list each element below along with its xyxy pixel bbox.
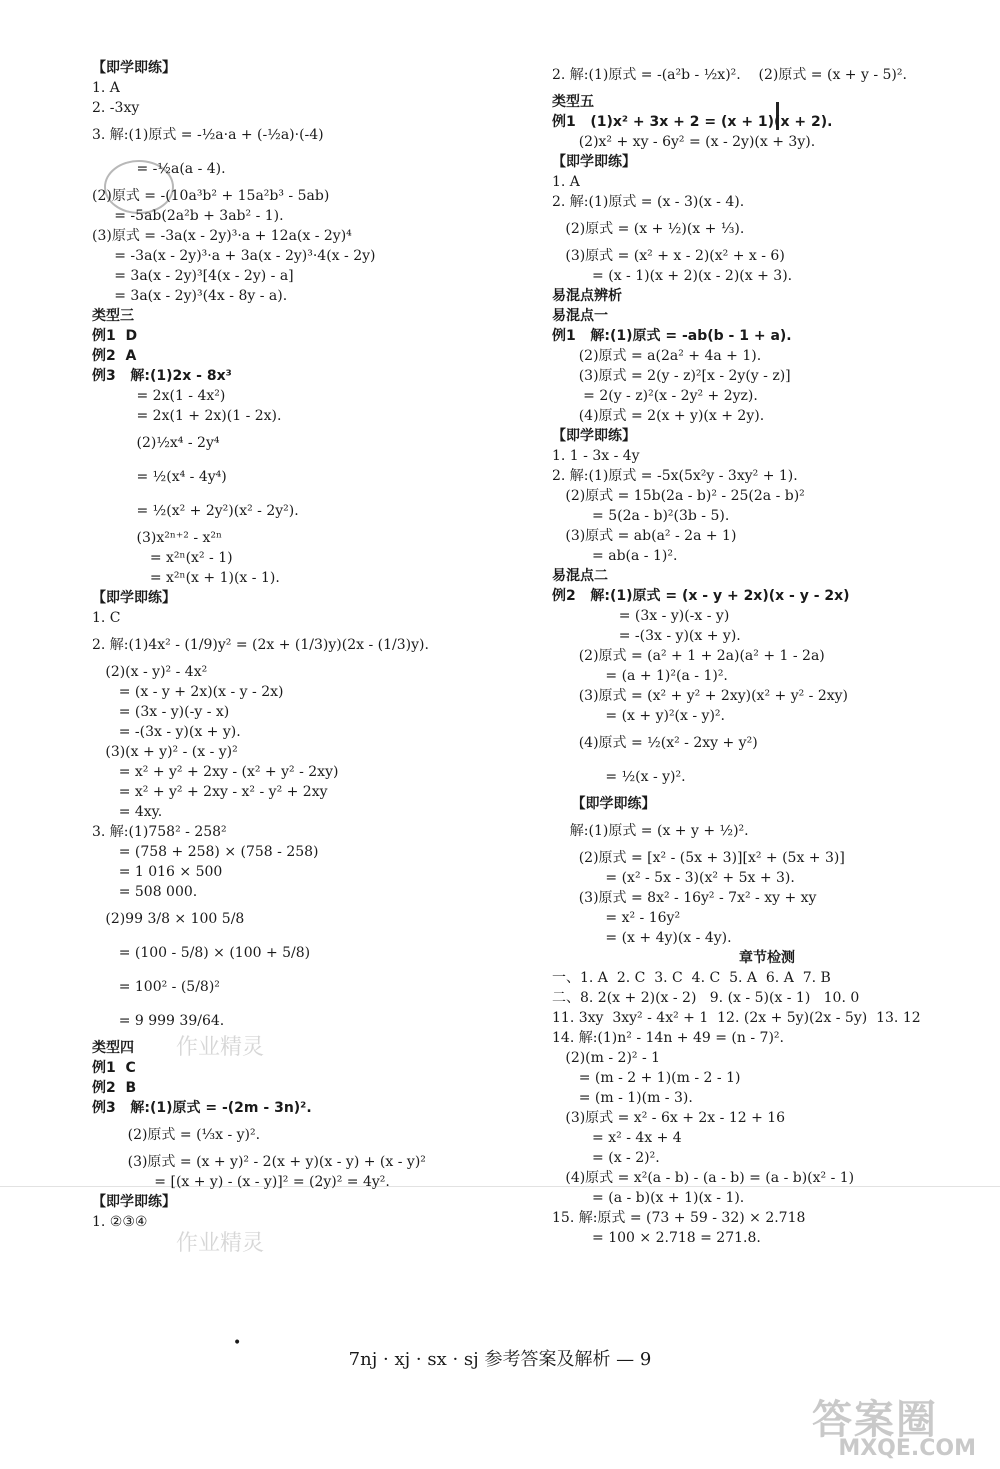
answer-line: = (x + y)²(x - y)².	[552, 708, 725, 724]
answer-line: 1. ②③④	[92, 1214, 148, 1230]
section-heading: 例2 解:(1)原式 = (x - y + 2x)(x - y - 2x)	[552, 588, 850, 604]
answer-line: 2. 解:(1)原式 = -(a²b - ½x)². (2)原式 = (x + y - 5)².	[552, 67, 907, 83]
answer-line: (3)原式 = x² - 6x + 2x - 12 + 16	[552, 1110, 786, 1126]
answer-line: = 1 016 × 500	[92, 864, 223, 880]
answer-line: (2)99 3/8 × 100 5/8	[92, 911, 245, 927]
answer-line: = (m - 2 + 1)(m - 2 - 1)	[552, 1070, 741, 1086]
answer-line: = ½(x⁴ - 4y⁴)	[92, 469, 227, 485]
answer-line: 2. -3xy	[92, 100, 140, 116]
section-heading: 【即学即练】	[92, 60, 176, 76]
answer-line: = -(3x - y)(x + y).	[552, 628, 741, 644]
section-heading: 【即学即练】	[552, 428, 636, 444]
section-heading: 易混点二	[552, 568, 608, 584]
answer-line: 1. A	[92, 80, 120, 96]
answer-line: (2)原式 = [x² - (5x + 3)][x² + (5x + 3)]	[552, 850, 845, 866]
answer-line: (2)原式 = (x + ½)(x + ⅓).	[552, 221, 745, 237]
answer-line: 2. 解:(1)原式 = (x - 3)(x - 4).	[552, 194, 745, 210]
answer-line: (3)原式 = 8x² - 16y² - 7x² - xy + xy	[552, 890, 817, 906]
answer-line: = (100 - 5/8) × (100 + 5/8)	[92, 945, 311, 961]
answer-line: = (a - b)(x + 1)(x - 1).	[552, 1190, 745, 1206]
watermark-logo	[812, 1388, 982, 1468]
answer-line: = 100² - (5/8)²	[92, 979, 220, 995]
section-heading: 例2 B	[92, 1080, 137, 1096]
section-heading: 例2 A	[92, 348, 137, 364]
answer-line: (4)原式 = ½(x² - 2xy + y²)	[552, 735, 758, 751]
answer-line: = x² + y² + 2xy - (x² + y² - 2xy)	[92, 764, 339, 780]
section-heading: 例3 解:(1)2x - 8x³	[92, 368, 232, 384]
answer-line: (3)原式 = -3a(x - 2y)³·a + 12a(x - 2y)⁴	[92, 228, 352, 244]
answer-line: = (758 + 258) × (758 - 258)	[92, 844, 319, 860]
answer-line: 11. 3xy 3xy² - 4x² + 1 12. (2x + 5y)(2x - 5y) 13. 12	[552, 1010, 921, 1026]
answer-line: = x² - 4x + 4	[552, 1130, 682, 1146]
answer-line: = x²ⁿ(x + 1)(x - 1).	[92, 570, 280, 586]
answer-line: (2)原式 = 15b(2a - b)² - 25(2a - b)²	[552, 488, 805, 504]
answer-line: = (3x - y)(-x - y)	[552, 608, 730, 624]
dot-mark: •	[233, 1335, 242, 1351]
answer-line: = -5ab(2a²b + 3ab² - 1).	[92, 208, 284, 224]
answer-line: 14. 解:(1)n² - 14n + 49 = (n - 7)².	[552, 1030, 784, 1046]
answer-line: (4)原式 = 2(x + y)(x + 2y).	[552, 408, 765, 424]
answer-line: = x² - 16y²	[552, 910, 681, 926]
answer-line: (3)(x + y)² - (x - y)²	[92, 744, 238, 760]
section-heading: 例1 D	[92, 328, 138, 344]
answer-line: (2)(m - 2)² - 1	[552, 1050, 661, 1066]
answer-line: (3)原式 = (x² + x - 2)(x² + x - 6)	[552, 248, 785, 264]
section-heading: 【即学即练】	[92, 1194, 176, 1210]
section-heading: 章节检测	[739, 950, 795, 966]
section-heading: 【即学即练】	[552, 796, 656, 812]
answer-line: 1. C	[92, 610, 121, 626]
section-heading: 例1 C	[92, 1060, 136, 1076]
answer-line: 一、1. A 2. C 3. C 4. C 5. A 6. A 7. B	[552, 970, 831, 986]
answer-line: = 3a(x - 2y)³(4x - 8y - a).	[92, 288, 288, 304]
answer-line: = x²ⁿ(x² - 1)	[92, 550, 233, 566]
answer-line: = 2x(1 - 4x²)	[92, 388, 226, 404]
answer-line: 1. 1 - 3x - 4y	[552, 448, 640, 464]
watermark-main: 答案圈	[812, 1397, 938, 1443]
section-heading: 易混点辨析	[552, 288, 622, 304]
answer-line: = (x - 2)².	[552, 1150, 660, 1166]
answer-line: 1. A	[552, 174, 580, 190]
answer-line: = -½a(a - 4).	[92, 161, 226, 177]
section-heading: 类型五	[552, 94, 594, 110]
faint-watermark-1: 作业精灵	[176, 1035, 265, 1060]
answer-line: = (m - 1)(m - 3).	[552, 1090, 693, 1106]
answer-line: 解:(1)原式 = (x + y + ½)².	[552, 823, 749, 839]
answer-line: 15. 解:原式 = (73 + 59 - 32) × 2.718	[552, 1210, 806, 1226]
answer-line: (2)(x - y)² - 4x²	[92, 664, 208, 680]
answer-line: (2)原式 = (⅓x - y)².	[92, 1127, 261, 1143]
answer-line: = 3a(x - 2y)³[4(x - 2y) - a]	[92, 268, 294, 284]
answer-line: (2)原式 = a(2a² + 4a + 1).	[552, 348, 762, 364]
section-heading: 例1 解:(1)原式 = -ab(b - 1 + a).	[552, 328, 792, 344]
section-heading: 例3 解:(1)原式 = -(2m - 3n)².	[92, 1100, 312, 1116]
section-heading: 易混点一	[552, 308, 608, 324]
answer-line: = ab(a - 1)².	[552, 548, 678, 564]
answer-line: = 508 000.	[92, 884, 198, 900]
section-heading: 【即学即练】	[552, 154, 636, 170]
answer-line: 3. 解:(1)758² - 258²	[92, 824, 227, 840]
answer-line: = 9 999 39/64.	[92, 1013, 225, 1029]
answer-line: (3)原式 = (x + y)² - 2(x + y)(x - y) + (x - y)²	[92, 1154, 426, 1170]
section-heading: 类型三	[92, 308, 134, 324]
answer-line: = x² + y² + 2xy - x² - y² + 2xy	[92, 784, 328, 800]
answer-line: (3)原式 = (x² + y² + 2xy)(x² + y² - 2xy)	[552, 688, 849, 704]
answer-line: = 2(y - z)²(x - 2y² + 2yz).	[552, 388, 758, 404]
answer-line: 二、8. 2(x + 2)(x - 2) 9. (x - 5)(x - 1) 10. 0	[552, 990, 860, 1006]
answer-line: = (a + 1)²(a - 1)².	[552, 668, 728, 684]
answer-line: 3. 解:(1)原式 = -½a·a + (-½a)·(-4)	[92, 127, 324, 143]
answer-line: (2)½x⁴ - 2y⁴	[92, 435, 220, 451]
answer-line: = ½(x - y)².	[552, 769, 686, 785]
answer-line: = ½(x² + 2y²)(x² - 2y²).	[92, 503, 299, 519]
section-heading: 【即学即练】	[92, 590, 176, 606]
section-heading: 类型四	[92, 1040, 134, 1056]
watermark-sub: MXQE.COM	[838, 1436, 976, 1461]
answer-line: = [(x + y) - (x - y)]² = (2y)² = 4y².	[92, 1174, 390, 1190]
answer-line: = (x - y + 2x)(x - y - 2x)	[92, 684, 284, 700]
section-heading: 例1 (1)x² + 3x + 2 = (x + 1)(x + 2).	[552, 114, 833, 130]
answer-line: (3)x²ⁿ⁺² - x²ⁿ	[92, 530, 223, 546]
answer-line: (3)原式 = ab(a² - 2a + 1)	[552, 528, 737, 544]
answer-line: = 100 × 2.718 = 271.8.	[552, 1230, 761, 1246]
answer-line: = 4xy.	[92, 804, 163, 820]
answer-line: = -3a(x - 2y)³·a + 3a(x - 2y)³·4(x - 2y)	[92, 248, 376, 264]
right-column	[552, 58, 982, 1248]
answer-line: = 5(2a - b)²(3b - 5).	[552, 508, 730, 524]
answer-line: = -(3x - y)(x + y).	[92, 724, 241, 740]
page-footer: 7nj · xj · sx · sj 参考答案及解析 — 9	[348, 1349, 652, 1370]
answer-line: = (x - 1)(x + 2)(x - 2)(x + 3).	[552, 268, 793, 284]
answer-line: = 2x(1 + 2x)(1 - 2x).	[92, 408, 282, 424]
answer-line: (4)原式 = x²(a - b) - (a - b) = (a - b)(x² - 1)	[552, 1170, 855, 1186]
faint-watermark-2: 作业精灵	[176, 1231, 265, 1256]
answer-line: (3)原式 = 2(y - z)²[x - 2y(y - z)]	[552, 368, 791, 384]
answer-line: (2)原式 = (a² + 1 + 2a)(a² + 1 - 2a)	[552, 648, 825, 664]
answer-line: = (x + 4y)(x - 4y).	[552, 930, 732, 946]
answer-line: (2)x² + xy - 6y² = (x - 2y)(x + 3y).	[552, 134, 816, 150]
answer-line: 2. 解:(1)4x² - (1/9)y² = (2x + (1/3)y)(2x - (1/3)y).	[92, 637, 429, 653]
answer-line: = (3x - y)(-y - x)	[92, 704, 230, 720]
answer-line: (2)原式 = -(10a³b² + 15a²b³ - 5ab)	[92, 188, 330, 204]
left-column	[92, 58, 522, 1232]
answer-line: = (x² - 5x - 3)(x² + 5x + 3).	[552, 870, 795, 886]
answer-line: 2. 解:(1)原式 = -5x(5x²y - 3xy² + 1).	[552, 468, 798, 484]
